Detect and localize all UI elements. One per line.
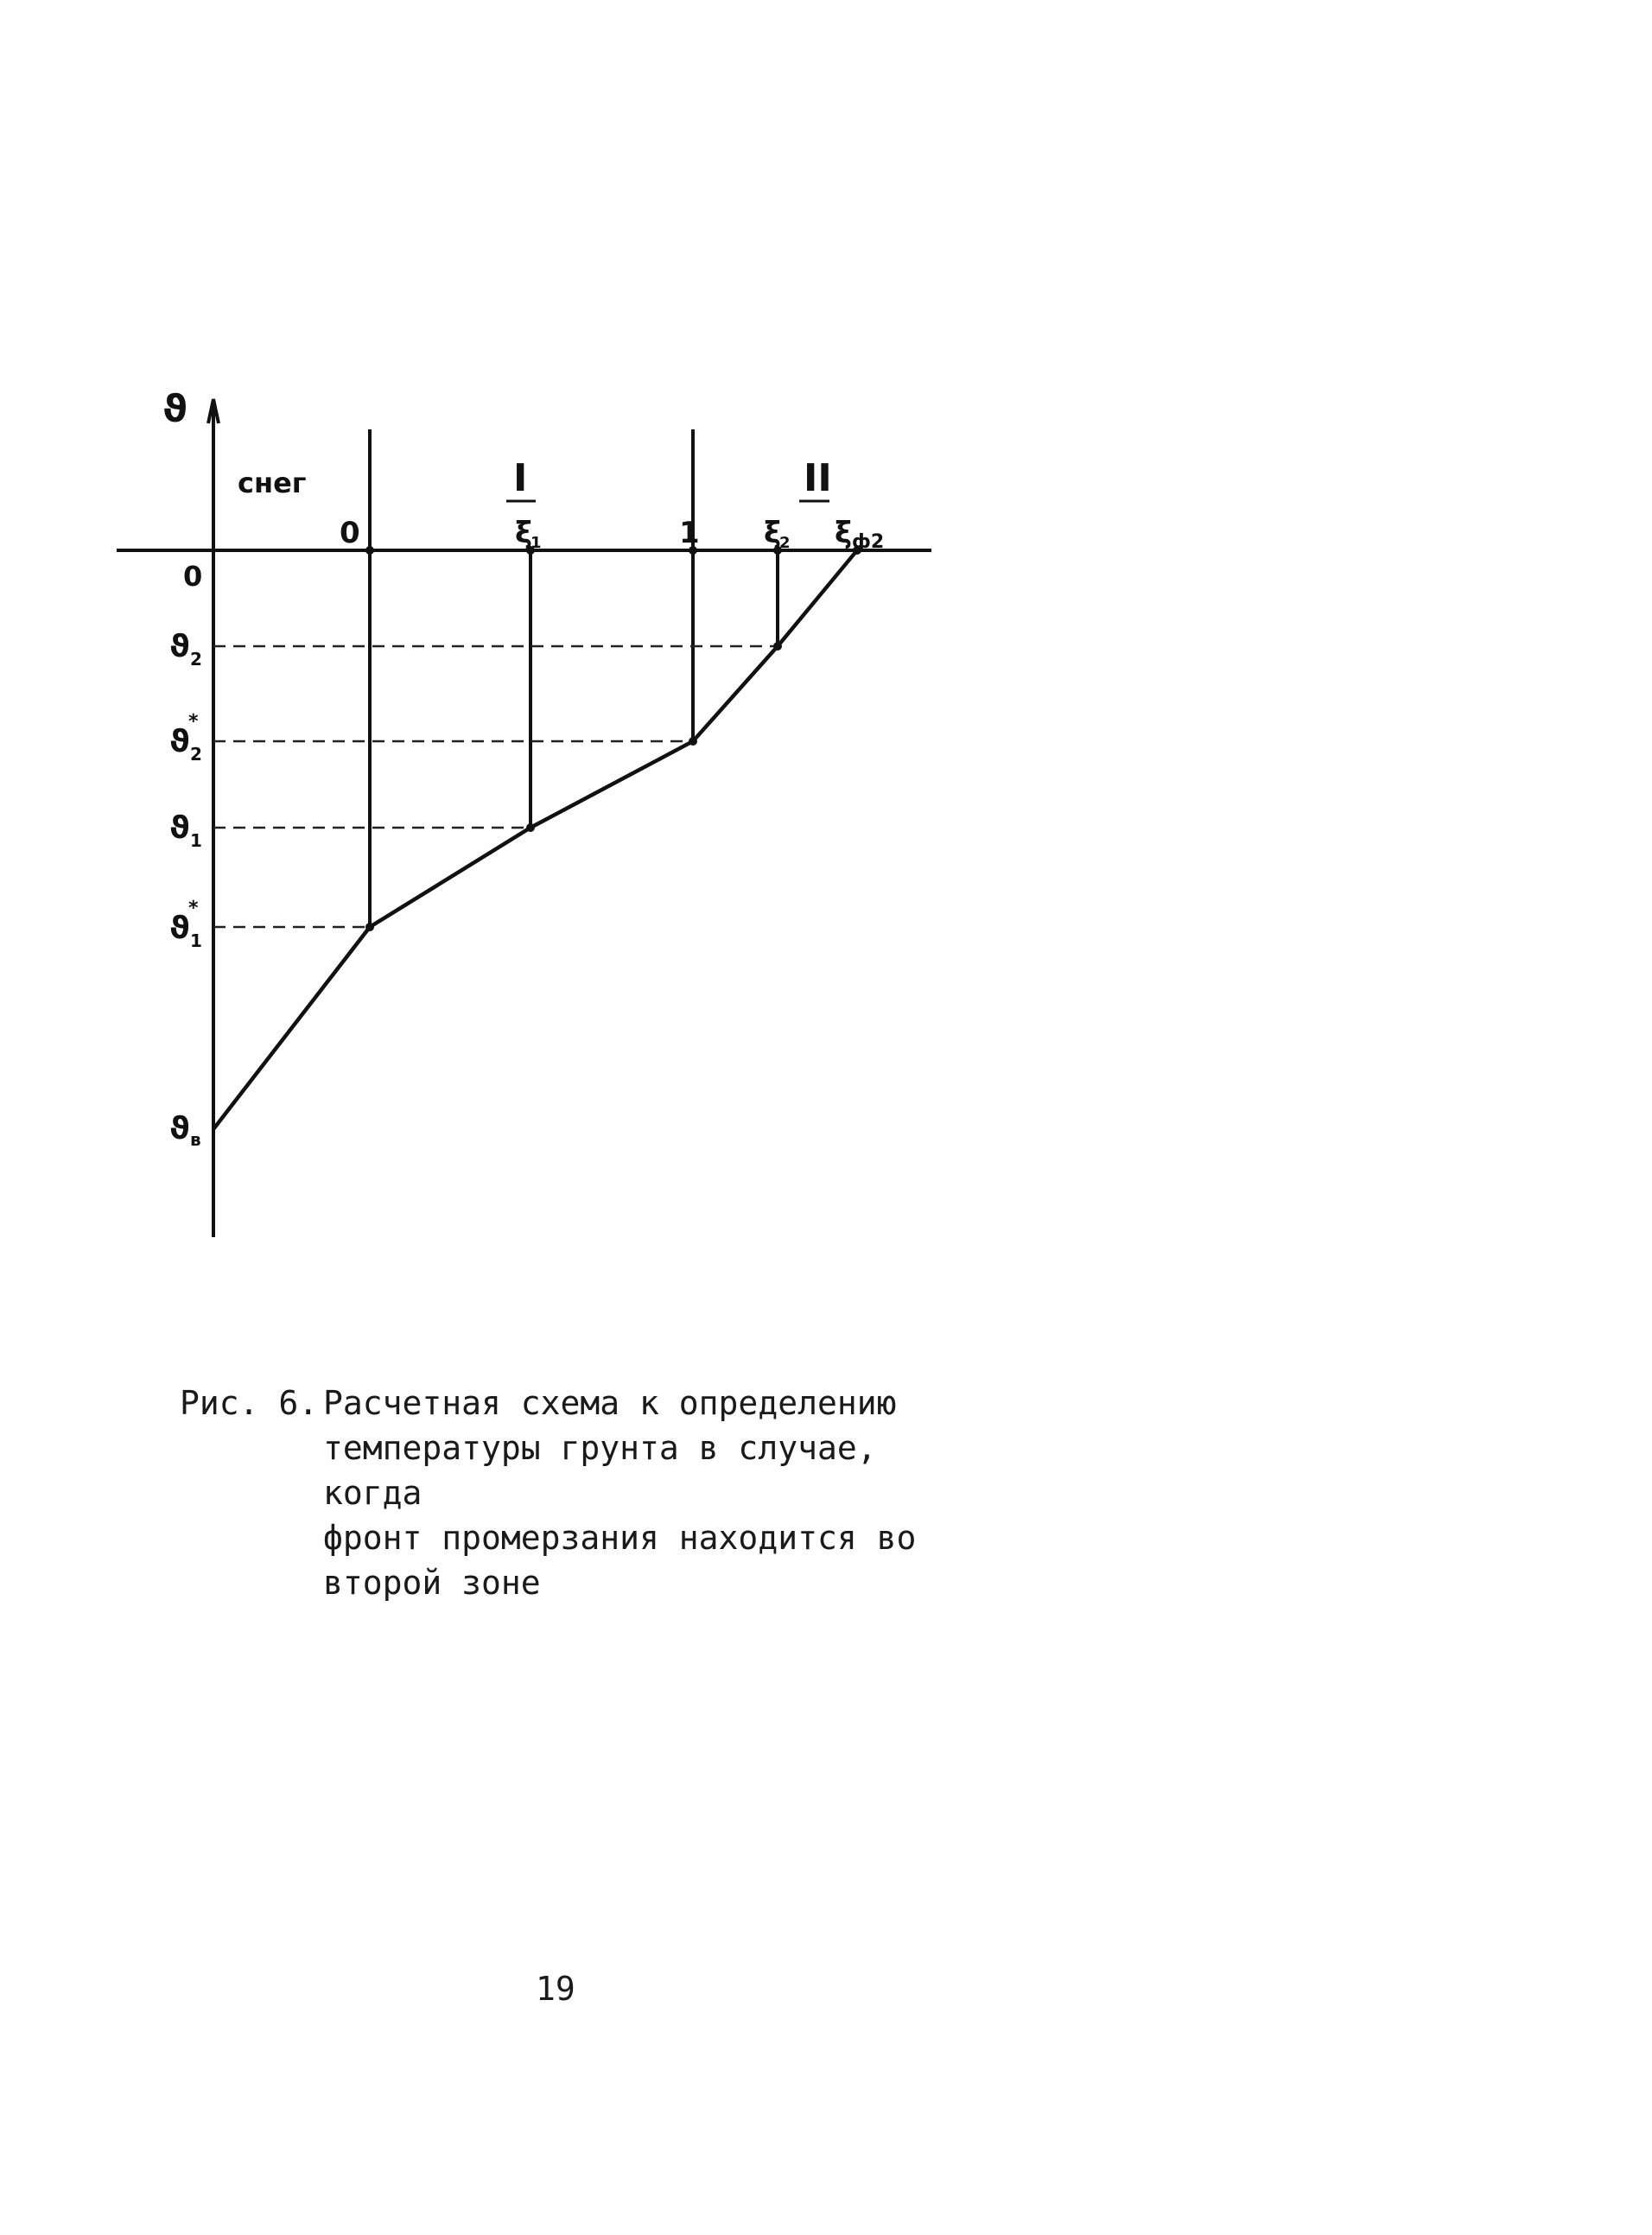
axis-theta-label: ϑ — [162, 387, 188, 431]
caption-text-1: Расчетная схема к определению — [323, 1384, 897, 1422]
node-dot — [365, 923, 374, 931]
x-tick-xi1-sub: 1 — [531, 534, 542, 552]
y-tick-theta1star-sub: 1 — [190, 930, 202, 951]
caption-line-1 — [180, 1381, 957, 1425]
y-tick-theta2-sub: 2 — [190, 649, 202, 670]
y-tick-theta2-symbol: ϑ — [169, 629, 190, 664]
x-tick-xi-front-symbol: ξ — [835, 516, 853, 550]
x-tick-xi2-symbol: ξ — [764, 516, 782, 550]
y-tick-thetab-sub: в — [190, 1129, 201, 1150]
node-dot — [773, 642, 782, 651]
node-dot — [365, 546, 374, 555]
caption-line-4: второй зоне — [323, 1564, 541, 1602]
y-tick-theta1-symbol: ϑ — [169, 810, 190, 846]
y-tick-zero: 0 — [183, 560, 203, 593]
zone-snow-label: снег — [238, 467, 307, 499]
node-dot — [689, 737, 697, 746]
y-tick-theta1-sub: 1 — [190, 830, 202, 851]
x-tick-xi2-sub: 2 — [779, 534, 791, 552]
node-dot — [526, 823, 535, 832]
x-tick-xi1-symbol: ξ — [515, 516, 533, 550]
figure-caption — [180, 1381, 957, 1605]
x-tick-1: 1 — [679, 516, 700, 550]
y-tick-thetab-symbol: ϑ — [169, 1111, 190, 1146]
y-tick-theta2star-sub: 2 — [190, 744, 202, 765]
y-tick-theta2star-symbol: ϑ — [169, 724, 190, 759]
temperature-profile-line — [213, 550, 857, 1129]
y-tick-theta1star-symbol: ϑ — [169, 911, 190, 946]
page-number: 19 — [536, 1970, 575, 2008]
caption-line-3: фронт промерзания находится во — [323, 1519, 917, 1557]
zone-1-label: I — [513, 456, 528, 500]
caption-line-2: температуры грунта в случае, когда — [323, 1429, 877, 1512]
x-tick-0: 0 — [340, 516, 360, 550]
y-tick-theta2star-star: * — [188, 711, 199, 733]
y-tick-theta1star-star: * — [188, 898, 199, 919]
zone-2-label: II — [804, 456, 832, 500]
x-tick-xi-front-sub: ф2 — [852, 531, 885, 553]
caption-lead: Рис. 6. — [180, 1384, 319, 1422]
